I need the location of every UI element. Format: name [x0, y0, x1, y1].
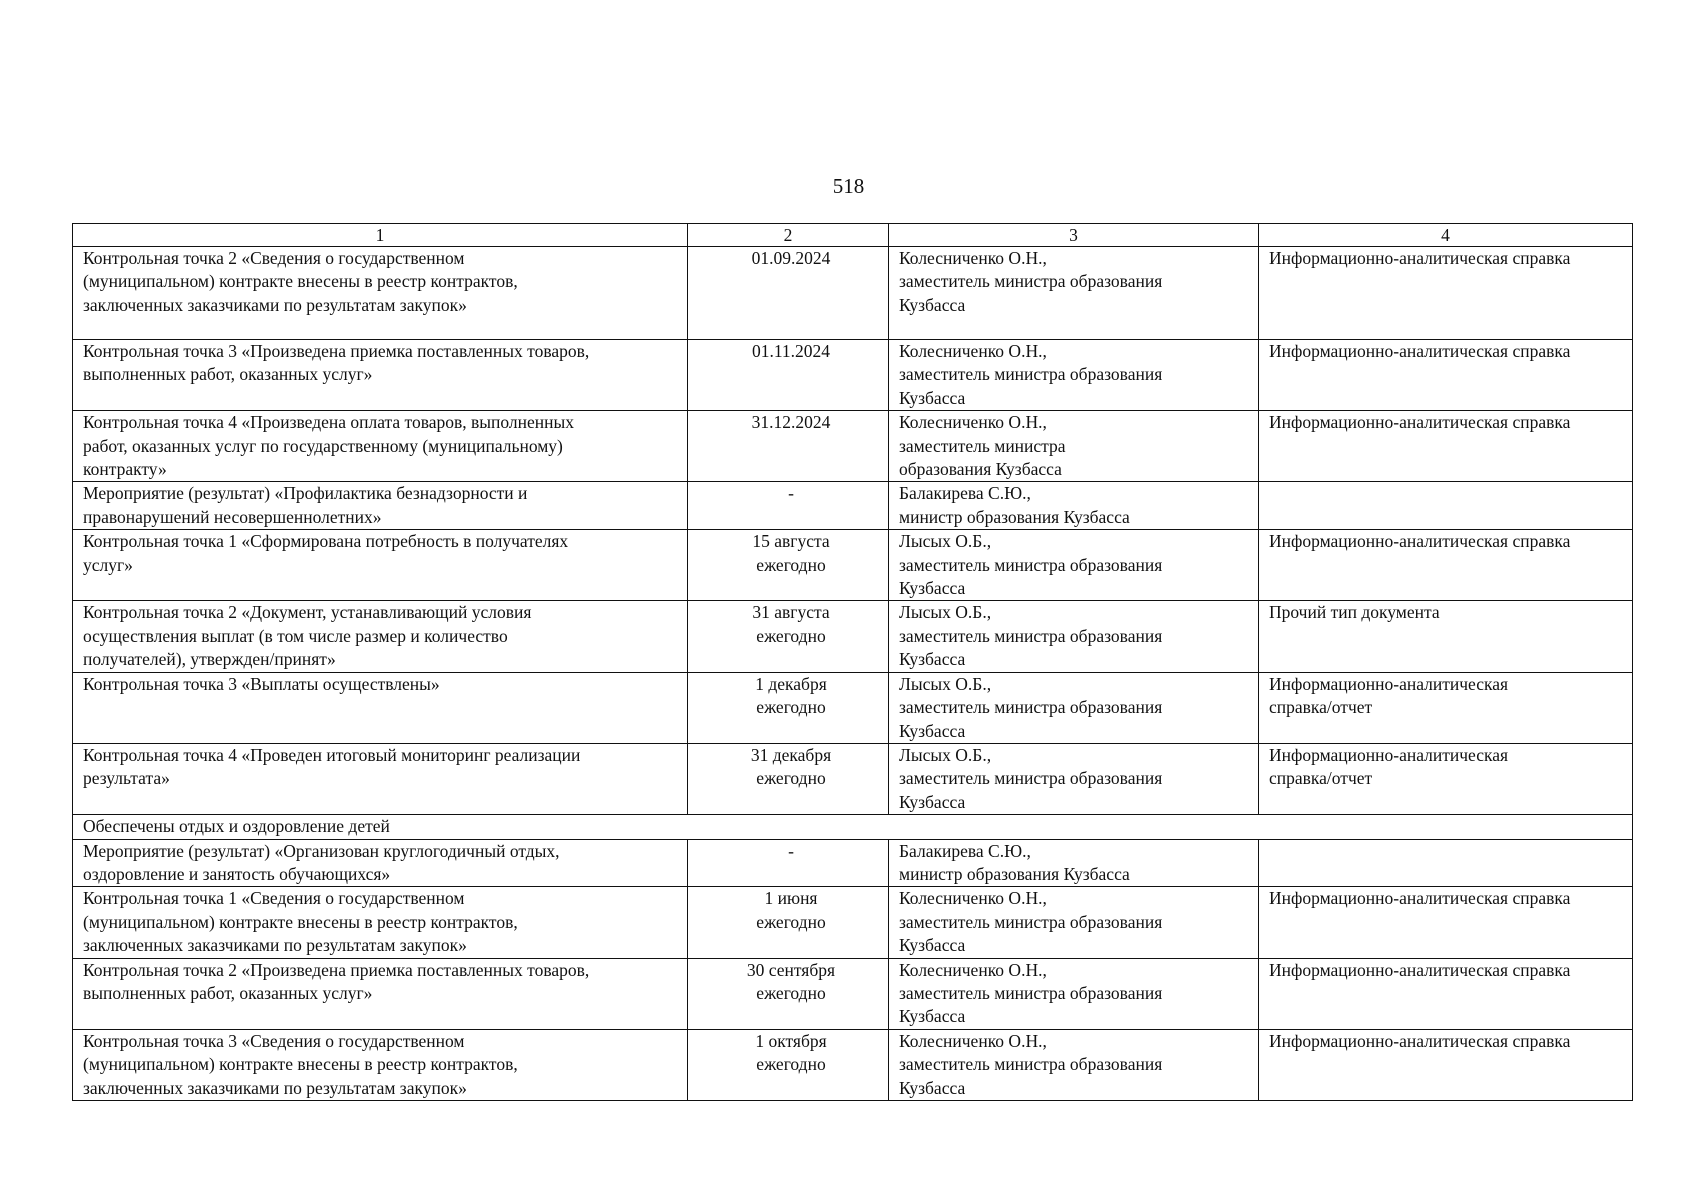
event-name-cell: Мероприятие (результат) «Профилактика безнадзорности и правонарушений несовершеннолетних» [73, 482, 688, 530]
section-title: Обеспечены отдых и оздоровление детей [73, 815, 1633, 839]
document-type-cell: Информационно-аналитическая справка/отчет [1259, 672, 1633, 743]
event-name-cell: Контрольная точка 4 «Проведен итоговый мониторинг реализации результата» [73, 743, 688, 814]
table-row [73, 1029, 1633, 1100]
event-name-cell: Мероприятие (результат) «Организован круглогодичный отдых, оздоровление и занятость обучающихся» [73, 839, 688, 887]
deadline-cell: 1 декабря ежегодно [688, 672, 889, 743]
event-name-cell: Контрольная точка 3 «Сведения о государственном (муниципальном) контракте внесены в реестр контрактов, заключенных заказчиками по результатам закупок» [73, 1029, 688, 1100]
deadline-cell: 30 сентября ежегодно [688, 958, 889, 1029]
table-row [73, 672, 1633, 743]
deadline-cell: 31 августа ежегодно [688, 601, 889, 672]
responsible-cell: Колесниченко О.Н., заместитель министра образования Кузбасса [889, 411, 1259, 482]
table-row [73, 247, 1633, 340]
column-header-2: 2 [688, 224, 889, 247]
section-row [73, 815, 1633, 839]
responsible-cell: Колесниченко О.Н., заместитель министра образования Кузбасса [889, 1029, 1259, 1100]
event-name-cell: Контрольная точка 2 «Сведения о государственном (муниципальном) контракте внесены в реестр контрактов, заключенных заказчиками по результатам закупок» [73, 247, 688, 340]
document-type-cell: Информационно-аналитическая справка [1259, 340, 1633, 411]
deadline-cell: 1 октября ежегодно [688, 1029, 889, 1100]
deadline-cell: 01.11.2024 [688, 340, 889, 411]
table-row [73, 958, 1633, 1029]
table-row [73, 839, 1633, 887]
column-header-4: 4 [1259, 224, 1633, 247]
responsible-cell: Колесниченко О.Н., заместитель министра образования Кузбасса [889, 887, 1259, 958]
table-row [73, 411, 1633, 482]
responsible-cell: Лысых О.Б., заместитель министра образования Кузбасса [889, 601, 1259, 672]
responsible-cell: Колесниченко О.Н., заместитель министра образования Кузбасса [889, 958, 1259, 1029]
column-header-3: 3 [889, 224, 1259, 247]
deadline-cell: 01.09.2024 [688, 247, 889, 340]
deadline-cell: - [688, 839, 889, 887]
responsible-cell: Балакирева С.Ю., министр образования Кузбасса [889, 482, 1259, 530]
responsible-cell: Лысых О.Б., заместитель министра образования Кузбасса [889, 530, 1259, 601]
responsible-cell: Лысых О.Б., заместитель министра образования Кузбасса [889, 672, 1259, 743]
deadline-cell: 31.12.2024 [688, 411, 889, 482]
table-header-row [73, 224, 1633, 247]
table-row [73, 601, 1633, 672]
deadline-cell: 31 декабря ежегодно [688, 743, 889, 814]
event-name-cell: Контрольная точка 2 «Произведена приемка поставленных товаров, выполненных работ, оказанных услуг» [73, 958, 688, 1029]
document-type-cell: Информационно-аналитическая справка [1259, 1029, 1633, 1100]
table-row [73, 482, 1633, 530]
document-type-cell: Информационно-аналитическая справка [1259, 247, 1633, 340]
document-type-cell: Информационно-аналитическая справка [1259, 530, 1633, 601]
document-type-cell: Информационно-аналитическая справка [1259, 887, 1633, 958]
responsible-cell: Колесниченко О.Н., заместитель министра образования Кузбасса [889, 340, 1259, 411]
deadline-cell: 15 августа ежегодно [688, 530, 889, 601]
event-name-cell: Контрольная точка 3 «Выплаты осуществлены» [73, 672, 688, 743]
responsible-cell: Лысых О.Б., заместитель министра образования Кузбасса [889, 743, 1259, 814]
event-name-cell: Контрольная точка 3 «Произведена приемка поставленных товаров, выполненных работ, оказанных услуг» [73, 340, 688, 411]
document-type-cell: Информационно-аналитическая справка [1259, 958, 1633, 1029]
document-type-cell [1259, 839, 1633, 887]
table-row [73, 743, 1633, 814]
column-header-1: 1 [73, 224, 688, 247]
document-type-cell: Прочий тип документа [1259, 601, 1633, 672]
document-type-cell: Информационно-аналитическая справка [1259, 411, 1633, 482]
deadline-cell: 1 июня ежегодно [688, 887, 889, 958]
table-row [73, 887, 1633, 958]
responsible-cell: Балакирева С.Ю., министр образования Кузбасса [889, 839, 1259, 887]
deadline-cell: - [688, 482, 889, 530]
event-name-cell: Контрольная точка 4 «Произведена оплата товаров, выполненных работ, оказанных услуг по государственному (муниципальному) контракту» [73, 411, 688, 482]
document-type-cell [1259, 482, 1633, 530]
table-row [73, 340, 1633, 411]
control-points-table [72, 223, 1633, 1101]
table-row [73, 530, 1633, 601]
responsible-cell: Колесниченко О.Н., заместитель министра образования Кузбасса [889, 247, 1259, 340]
page-number: 518 [832, 174, 865, 198]
event-name-cell: Контрольная точка 1 «Сведения о государственном (муниципальном) контракте внесены в реестр контрактов, заключенных заказчиками по результатам закупок» [73, 887, 688, 958]
event-name-cell: Контрольная точка 1 «Сформирована потребность в получателях услуг» [73, 530, 688, 601]
event-name-cell: Контрольная точка 2 «Документ, устанавливающий условия осуществления выплат (в том числе размер и количество получателей), утвержден/принят» [73, 601, 688, 672]
document-type-cell: Информационно-аналитическая справка/отчет [1259, 743, 1633, 814]
